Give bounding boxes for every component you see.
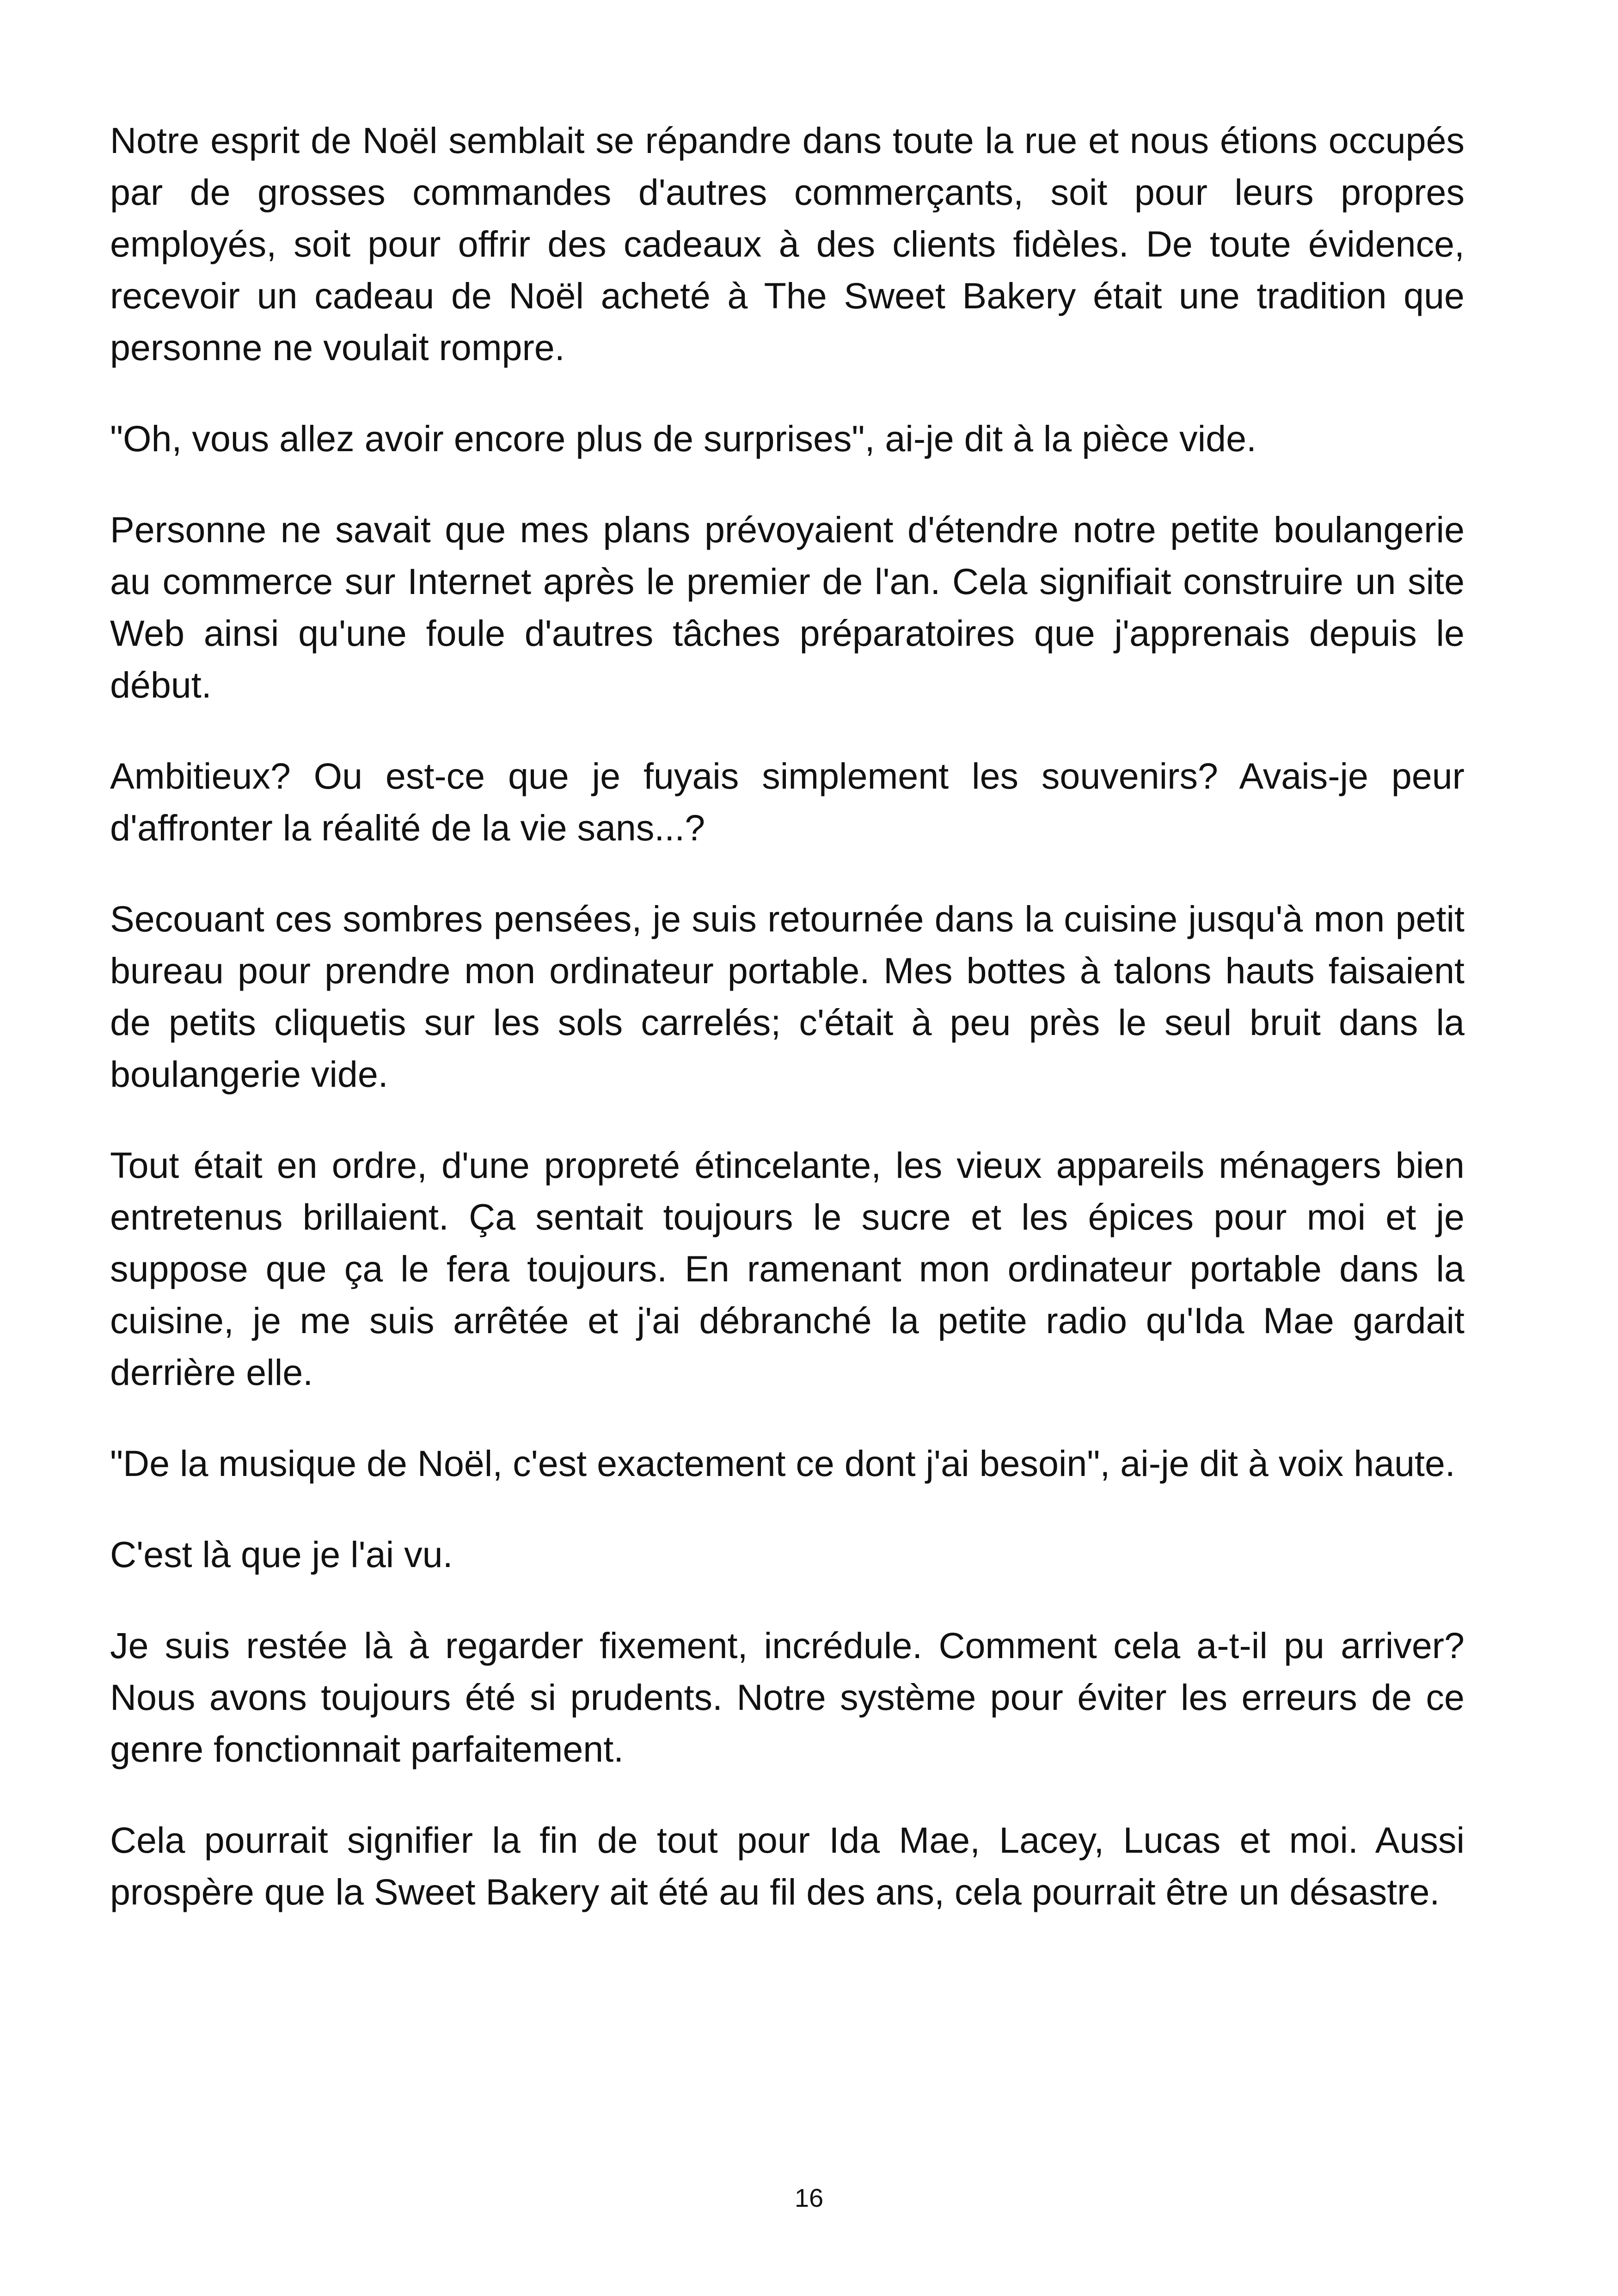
paragraph-6: Tout était en ordre, d'une propreté étincelante, les vieux appareils ménagers bien entretenus brillaient. Ça sentait toujours le sucre et les épices pour moi et je suppose que ça le fera toujours. En ramenant mon ordinateur portable dans la cuisine, je me suis arrêtée et j'ai débranché la petite radio qu'Ida Mae gardait derrière elle.	[110, 1145, 1465, 1393]
paragraph-8: C'est là que je l'ai vu.	[110, 1534, 453, 1575]
paragraph-7: "De la musique de Noël, c'est exactement ce dont j'ai besoin", ai-je dit à voix haute.	[110, 1443, 1455, 1484]
body-text	[110, 115, 1465, 1957]
paragraph-2: "Oh, vous allez avoir encore plus de surprises", ai-je dit à la pièce vide.	[110, 418, 1256, 459]
paragraph-10: Cela pourrait signifier la fin de tout pour Ida Mae, Lacey, Lucas et moi. Aussi prospère que la Sweet Bakery ait été au fil des ans, cela pourrait être un désastre.	[110, 1819, 1465, 1912]
paragraph-9: Je suis restée là à regarder fixement, incrédule. Comment cela a-t-il pu arriver? Nous avons toujours été si prudents. Notre système pour éviter les erreurs de ce genre fonctionnait parfaitement.	[110, 1625, 1465, 1769]
page-number: 16	[794, 2183, 824, 2212]
paragraph-3: Personne ne savait que mes plans prévoyaient d'étendre notre petite boulangerie au commerce sur Internet après le premier de l'an. Cela signifiait construire un site Web ainsi qu'une foule d'autres tâches préparatoires que j'apprenais depuis le début.	[110, 509, 1465, 705]
paragraph-4: Ambitieux? Ou est-ce que je fuyais simplement les souvenirs? Avais-je peur d'affronter la réalité de la vie sans...?	[110, 755, 1465, 848]
paragraph-1: Notre esprit de Noël semblait se répandre dans toute la rue et nous étions occupés par de grosses commandes d'autres commerçants, soit pour leurs propres employés, soit pour offrir des cadeaux à des clients fidèles. De toute évidence, recevoir un cadeau de Noël acheté à The Sweet Bakery était une tradition que personne ne voulait rompre.	[110, 120, 1465, 368]
paragraph-5: Secouant ces sombres pensées, je suis retournée dans la cuisine jusqu'à mon petit bureau pour prendre mon ordinateur portable. Mes bottes à talons hauts faisaient de petits cliquetis sur les sols carrelés; c'était à peu près le seul bruit dans la boulangerie vide.	[110, 898, 1465, 1095]
